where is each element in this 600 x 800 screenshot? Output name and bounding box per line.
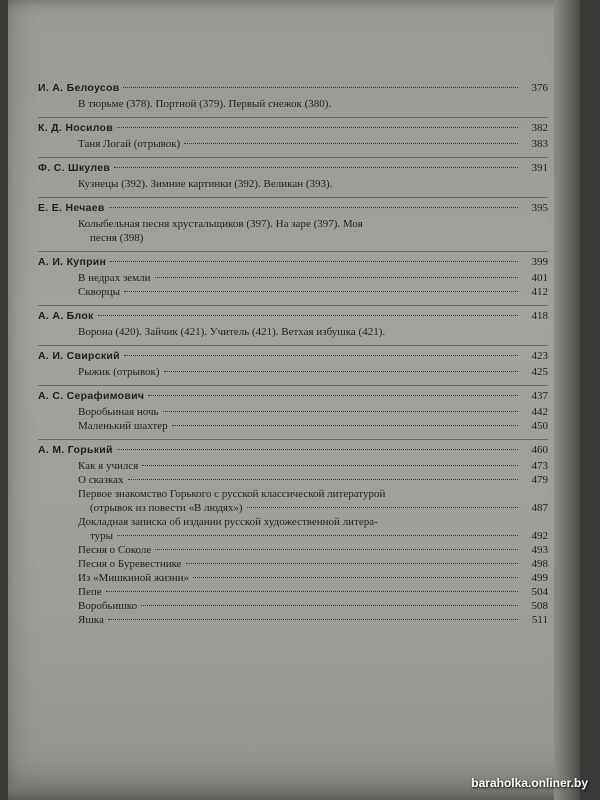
dot-leader — [155, 548, 518, 550]
page-number: 382 — [531, 122, 548, 134]
work-row — [38, 613, 548, 627]
page-number: 437 — [531, 390, 548, 402]
work-row — [38, 97, 548, 111]
work-title: Кузнецы (392). Зимние картинки (392). Великан (393). — [78, 178, 333, 190]
page-edge — [554, 0, 580, 800]
work-row — [38, 473, 548, 487]
dot-leader — [172, 424, 518, 426]
author-row — [38, 349, 548, 363]
dot-leader — [193, 576, 518, 578]
author-row — [38, 443, 548, 457]
work-title: Пепе — [78, 586, 102, 598]
page-number: 460 — [531, 444, 548, 456]
author-name: Ф. С. Шкулев — [38, 162, 111, 174]
page-number: 401 — [531, 272, 548, 284]
work-row — [38, 501, 548, 515]
dot-leader — [106, 590, 518, 592]
toc-section — [38, 157, 548, 197]
work-title: Песня о Буревестнике — [78, 558, 182, 570]
dot-leader — [109, 206, 518, 208]
work-row — [38, 231, 548, 245]
author-name: А. И. Куприн — [38, 256, 107, 268]
author-name: А. И. Свирский — [38, 350, 120, 362]
dot-leader — [128, 478, 518, 480]
work-row — [38, 271, 548, 285]
work-row — [38, 459, 548, 473]
page-number: 391 — [531, 162, 548, 174]
author-name: А. А. Блок — [38, 310, 94, 322]
work-row — [38, 419, 548, 433]
page-number: 499 — [531, 572, 548, 584]
dot-leader — [124, 354, 518, 356]
dot-leader — [148, 394, 518, 396]
work-row — [38, 529, 548, 543]
page-number: 412 — [531, 286, 548, 298]
toc-section — [38, 385, 548, 439]
work-row — [38, 325, 548, 339]
toc-section — [38, 197, 548, 251]
work-row — [38, 217, 548, 231]
page-number: 395 — [531, 202, 548, 214]
work-title: Воробьишко — [78, 600, 138, 612]
dot-leader — [108, 618, 518, 620]
author-row — [38, 255, 548, 269]
work-row — [38, 515, 548, 529]
work-row — [38, 365, 548, 379]
author-row — [38, 389, 548, 403]
work-title: Воробьиная ночь — [78, 406, 159, 418]
work-row — [38, 285, 548, 299]
work-title: Как я учился — [78, 460, 139, 472]
toc-section — [38, 251, 548, 305]
dot-leader — [142, 464, 518, 466]
work-title: (отрывок из повести «В людях») — [90, 502, 243, 514]
author-name: Е. Е. Нечаев — [38, 202, 105, 214]
dot-leader — [155, 276, 518, 278]
work-title: туры — [90, 530, 114, 542]
page-number: 383 — [531, 138, 548, 150]
toc-section — [38, 439, 548, 633]
work-title: Колыбельная песня хрустальщиков (397). На заре (397). Моя — [78, 218, 363, 230]
work-row — [38, 543, 548, 557]
toc-section — [38, 305, 548, 345]
dot-leader — [124, 290, 518, 292]
page-number: 442 — [531, 406, 548, 418]
work-row — [38, 585, 548, 599]
work-row — [38, 557, 548, 571]
author-name: А. С. Серафимович — [38, 390, 145, 402]
work-row — [38, 487, 548, 501]
dot-leader — [110, 260, 518, 262]
author-name: И. А. Белоусов — [38, 82, 120, 94]
work-title: О сказках — [78, 474, 124, 486]
author-row — [38, 121, 548, 135]
page-number: 498 — [531, 558, 548, 570]
page-number: 376 — [531, 82, 548, 94]
work-title: Докладная записка об издании русской художественной литера- — [78, 516, 378, 528]
author-row — [38, 309, 548, 323]
page-number: 473 — [531, 460, 548, 472]
work-title: Песня о Соколе — [78, 544, 152, 556]
dot-leader — [98, 314, 518, 316]
work-title: Рыжик (отрывок) — [78, 366, 160, 378]
dot-leader — [247, 506, 518, 508]
work-title: Яшка — [78, 614, 104, 626]
work-title: Таня Логай (отрывок) — [78, 138, 181, 150]
dot-leader — [186, 562, 518, 564]
page-number: 508 — [531, 600, 548, 612]
book-page — [8, 0, 580, 800]
work-title: песня (398) — [90, 232, 144, 244]
author-name: К. Д. Носилов — [38, 122, 114, 134]
page-number: 493 — [531, 544, 548, 556]
toc-section — [38, 117, 548, 157]
page-number: 423 — [531, 350, 548, 362]
dot-leader — [117, 448, 518, 450]
toc-section — [38, 345, 548, 385]
page-number: 511 — [531, 614, 548, 626]
page-number: 399 — [531, 256, 548, 268]
work-title: Скворцы — [78, 286, 121, 298]
work-title: Ворона (420). Зайчик (421). Учитель (421). Ветхая избушка (421). — [78, 326, 386, 338]
author-name: А. М. Горький — [38, 444, 113, 456]
page-number: 479 — [531, 474, 548, 486]
work-row — [38, 571, 548, 585]
dot-leader — [117, 126, 518, 128]
work-title: Маленький шахтер — [78, 420, 168, 432]
dot-leader — [141, 604, 518, 606]
page-number: 492 — [531, 530, 548, 542]
page-number: 418 — [531, 310, 548, 322]
work-title: В тюрьме (378). Портной (379). Первый снежок (380). — [78, 98, 332, 110]
work-row — [38, 405, 548, 419]
page-number: 450 — [531, 420, 548, 432]
dot-leader — [184, 142, 518, 144]
table-of-contents — [38, 78, 548, 633]
work-row — [38, 137, 548, 151]
work-title: Из «Мишкиной жизни» — [78, 572, 190, 584]
dot-leader — [164, 370, 518, 372]
page-number: 504 — [531, 586, 548, 598]
work-row — [38, 599, 548, 613]
work-title: В недрах земли — [78, 272, 151, 284]
dot-leader — [114, 166, 518, 168]
dot-leader — [163, 410, 518, 412]
page-number: 425 — [531, 366, 548, 378]
dot-leader — [123, 86, 518, 88]
author-row — [38, 81, 548, 95]
work-title: Первое знакомство Горького с русской классической литературой — [78, 488, 386, 500]
author-row — [38, 161, 548, 175]
dot-leader — [117, 534, 518, 536]
page-number: 487 — [531, 502, 548, 514]
watermark: baraholka.onliner.by — [471, 776, 588, 790]
toc-section — [38, 78, 548, 117]
author-row — [38, 201, 548, 215]
work-row — [38, 177, 548, 191]
